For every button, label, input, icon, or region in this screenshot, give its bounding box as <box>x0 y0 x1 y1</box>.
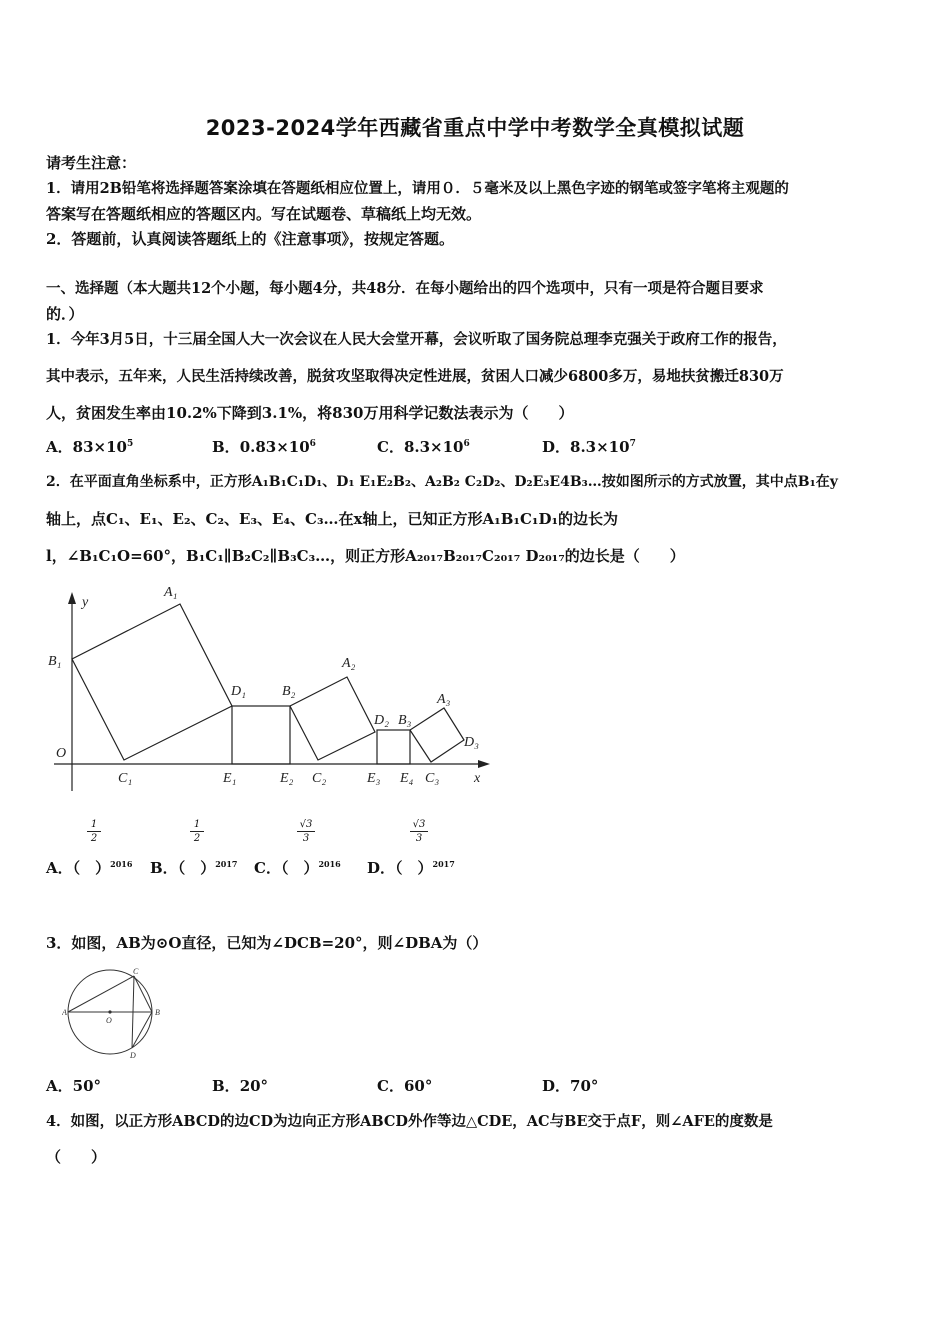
option-label: A． <box>46 1077 73 1095</box>
option-label: A． <box>46 859 73 877</box>
option-paren: （ ） <box>280 859 319 877</box>
q3-option-b[interactable] <box>212 1075 268 1096</box>
q2-option-c-fraction <box>297 819 315 844</box>
option-value: 8.3×10 <box>570 438 630 456</box>
label-c3: C₃ <box>425 771 440 786</box>
option-label: C． <box>254 859 281 877</box>
option-label: C． <box>377 438 404 456</box>
square-d2e3e4b3 <box>377 730 410 764</box>
option-exponent: 2016 <box>110 859 133 869</box>
option-label: B． <box>150 859 178 877</box>
label-b2: B₂ <box>282 684 296 699</box>
label-e3: E₃ <box>367 771 381 786</box>
label-b3: B₃ <box>398 713 412 728</box>
q2-option-a-fraction <box>87 819 101 844</box>
q3-option-a[interactable] <box>46 1075 101 1096</box>
option-value: 60° <box>403 1077 433 1095</box>
chord-db <box>132 1012 152 1048</box>
square-a2b2c2d2 <box>290 677 375 760</box>
section-heading-line-1: 一、选择题（本大题共12个小题，每小题4分，共48分．在每小题给出的四个选项中，只有一项是符合题目要求 <box>46 280 764 297</box>
option-label: B． <box>212 438 240 456</box>
q2-line-1: 2．在平面直角坐标系中，正方形A₁B₁C₁D₁、D₁ E₁E₂B₂、A₂B₂ C₂D₂、D₂E₃E4B₃…按如图所示的方式放置，其中点B₁在y <box>46 474 838 490</box>
page-title: 2023-2024学年西藏省重点中学中考数学全真模拟试题 <box>205 116 745 140</box>
label-c: C <box>133 967 139 976</box>
option-value: 8.3×10 <box>403 438 464 456</box>
notice-line-1: 1．请用2B铅笔将选择题答案涂填在答题纸相应位置上，请用０．５毫米及以上黑色字迹的钢笔或签字笔将主观题的 <box>46 180 789 197</box>
label-o: O <box>56 746 67 761</box>
square-d1e1e2b2 <box>232 706 290 764</box>
q4-line-1: 4．如图，以正方形ABCD的边CD为边向正方形ABCD外作等边△CDE，AC与BE交于点F，则∠AFE的度数是 <box>46 1113 773 1130</box>
y-axis-arrow <box>68 592 76 604</box>
q1-line-3: 人，贫困发生率由10.2%下降到3.1%，将830万用科学记数法表示为（ ） <box>46 404 574 422</box>
option-label: D． <box>542 1077 571 1095</box>
option-label: A． <box>46 438 73 456</box>
q1-line-2: 其中表示，五年来，人民生活持续改善，脱贫攻坚取得决定性进展，贫困人口减少6800多万，易地扶贫搬迁830万 <box>46 368 784 385</box>
q3-option-c[interactable] <box>377 1075 432 1096</box>
q1-option-c[interactable] <box>377 436 470 457</box>
square-a3b3c3d3 <box>410 708 464 762</box>
square-a1b1c1d1 <box>72 604 232 760</box>
option-label: C． <box>377 1077 404 1095</box>
q4-line-2: （ ） <box>46 1148 107 1166</box>
option-paren: （ ） <box>177 859 216 877</box>
notice-heading: 请考生注意： <box>46 154 137 172</box>
numerator: 1 <box>90 819 98 830</box>
q1-option-d[interactable] <box>542 436 636 457</box>
label-b1: B₁ <box>48 654 62 669</box>
denominator: 2 <box>90 833 98 844</box>
center-point <box>108 1010 111 1013</box>
option-label: B． <box>212 1077 240 1095</box>
label-d2: D₂ <box>374 713 389 728</box>
numerator: 1 <box>193 819 201 830</box>
option-exponent: 5 <box>126 439 134 449</box>
q2-option-c[interactable] <box>254 857 341 878</box>
label-b: B <box>155 1008 160 1017</box>
label-c2: C₂ <box>312 771 327 786</box>
q2-coordinate-figure <box>44 586 494 796</box>
q1-option-a[interactable] <box>46 436 133 457</box>
q3-circle-figure <box>62 966 166 1062</box>
option-value: 0.83×10 <box>239 438 310 456</box>
q3-option-d[interactable] <box>542 1075 598 1096</box>
label-e2: E₂ <box>280 771 294 786</box>
option-exponent: 2016 <box>318 859 341 869</box>
option-exponent: 7 <box>629 439 636 449</box>
option-exponent: 6 <box>309 439 316 449</box>
denominator: 3 <box>415 833 423 844</box>
numerator: √3 <box>299 819 313 830</box>
option-paren: （ ） <box>72 859 111 877</box>
q2-option-b-fraction <box>190 819 204 844</box>
option-value: 50° <box>72 1077 102 1095</box>
q1-line-1: 1．今年3月5日，十三届全国人大一次会议在人民大会堂开幕，会议听取了国务院总理李克强关于政府工作的报告， <box>46 331 787 348</box>
option-paren: （ ） <box>395 859 433 877</box>
label-a1: A₁ <box>164 586 178 600</box>
option-exponent: 6 <box>463 439 470 449</box>
option-label: D． <box>542 438 571 456</box>
q2-option-a[interactable] <box>46 857 132 878</box>
label-a2: A₂ <box>342 656 356 671</box>
q2-option-d-fraction <box>410 819 428 844</box>
q3-line-1: 3．如图，AB为⊙O直径，已知为∠DCB=20°，则∠DBA为（） <box>46 934 488 952</box>
option-value: 70° <box>570 1077 599 1095</box>
notice-line-3: 2．答题前，认真阅读答题纸上的《注意事项》，按规定答题。 <box>46 230 454 248</box>
label-e4: E₄ <box>400 771 414 786</box>
label-e1: E₁ <box>223 771 237 786</box>
option-value: 20° <box>239 1077 269 1095</box>
section-heading-line-2: 的．） <box>46 305 84 323</box>
q2-line-3: l，∠B₁C₁O=60°，B₁C₁∥B₂C₂∥B₃C₃…，则正方形A₂₀₁₇B₂₀₁₇C₂₀₁₇ D₂₀₁₇的边长是（ ） <box>46 547 685 565</box>
q2-line-2: 轴上，点C₁、E₁、E₂、C₂、E₃、E₄、C₃…在x轴上，已知正方形A₁B₁C₁D₁的边长为 <box>46 510 619 528</box>
x-axis-arrow <box>478 760 490 768</box>
denominator: 3 <box>302 833 310 844</box>
label-d1: D₁ <box>231 684 246 699</box>
label-a3: A₃ <box>437 692 451 707</box>
q1-option-b[interactable] <box>212 436 316 457</box>
label-x: x <box>474 771 481 786</box>
label-c1: C₁ <box>118 771 133 786</box>
label-y: y <box>82 595 89 610</box>
q2-option-b[interactable] <box>150 857 237 878</box>
label-d3: D₃ <box>464 735 479 750</box>
label-o: O <box>106 1016 112 1025</box>
option-label: D． <box>367 859 396 877</box>
label-d: D <box>130 1051 136 1060</box>
chord-ac <box>68 976 134 1012</box>
label-a: A <box>62 1008 67 1017</box>
q2-option-d[interactable] <box>367 857 455 878</box>
option-exponent: 2017 <box>432 859 455 869</box>
option-exponent: 2017 <box>215 859 238 869</box>
chord-cb <box>134 976 152 1012</box>
numerator: √3 <box>412 819 426 830</box>
option-value: 83×10 <box>72 438 127 456</box>
denominator: 2 <box>193 833 201 844</box>
notice-line-2: 答案写在答题纸相应的答题区内。写在试题卷、草稿纸上均无效。 <box>46 205 482 223</box>
